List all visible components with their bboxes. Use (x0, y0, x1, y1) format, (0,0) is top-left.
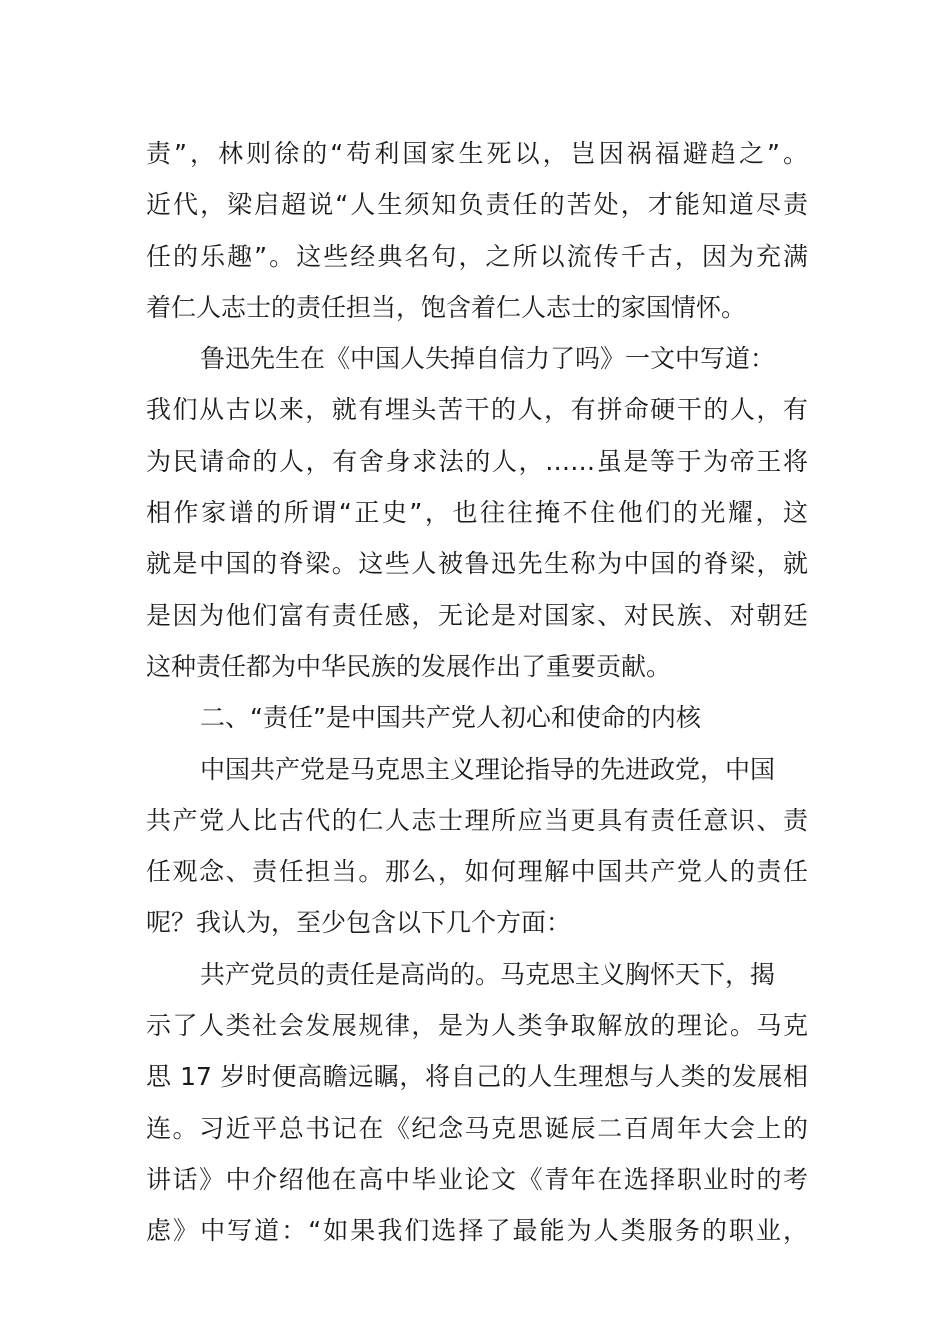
document-body (146, 128, 808, 1257)
text-line: 任观念、责任担当。那么，如何理解中国共产党人的责任 (146, 857, 808, 887)
text-line: 讲话》中介绍他在高中毕业论文《青年在选择职业时的考 (146, 1164, 808, 1194)
text-line: 就是中国的脊梁。这些人被鲁迅先生称为中国的脊梁，就 (146, 549, 808, 579)
section-heading-text: 二、“责任”是中国共产党人初心和使命的内核 (200, 703, 701, 733)
text-line: 近代，梁启超说“人生须知负责任的苦处，才能知道尽责 (146, 190, 808, 220)
text-line: 中国共产党是马克思主义理论指导的先进政党，中国 (200, 754, 776, 784)
text-line: 示了人类社会发展规律，是为人类争取解放的理论。马克 (146, 1011, 808, 1041)
text-line: 我们从古以来，就有埋头苦干的人，有拼命硬干的人，有 (146, 395, 808, 425)
text-line: 呢？我认为，至少包含以下几个方面： (146, 908, 572, 938)
text-line: 是因为他们富有责任感，无论是对国家、对民族、对朝廷 (146, 600, 808, 630)
text-line: 共产党员的责任是高尚的。马克思主义胸怀天下，揭 (200, 959, 776, 989)
paragraph-p2 (146, 333, 808, 692)
text-line: 共产党人比古代的仁人志士理所应当更具有责任意识、责 (146, 805, 808, 835)
text-line: 鲁迅先生在《中国人失掉自信力了吗》一文中写道： (200, 344, 776, 374)
text-line: 虑》中写道：“如果我们选择了最能为人类服务的职业， (146, 1216, 808, 1246)
text-line: 相作家谱的所谓“正史”，也往往掩不住他们的光耀，这 (146, 498, 808, 528)
text-line: 任的乐趣”。这些经典名句，之所以流传千古，因为充满 (146, 241, 808, 271)
paragraph-p1 (146, 128, 808, 333)
text-line: 连。习近平总书记在《纪念马克思诞辰二百周年大会上的 (146, 1113, 808, 1143)
section-heading (146, 692, 808, 743)
text-line: 责”，林则徐的“苟利国家生死以，岂因祸福避趋之”。 (146, 139, 808, 168)
paragraph-p4 (146, 949, 808, 1257)
text-line: 为民请命的人，有舍身求法的人，……虽是等于为帝王将 (146, 446, 808, 476)
text-line: 着仁人志士的责任担当，饱含着仁人志士的家国情怀。 (146, 292, 747, 322)
paragraph-p3 (146, 744, 808, 949)
text-line: 这种责任都为中华民族的发展作出了重要贡献。 (146, 651, 672, 681)
text-line: 思 17 岁时便高瞻远瞩，将自己的人生理想与人类的发展相 (146, 1062, 808, 1092)
